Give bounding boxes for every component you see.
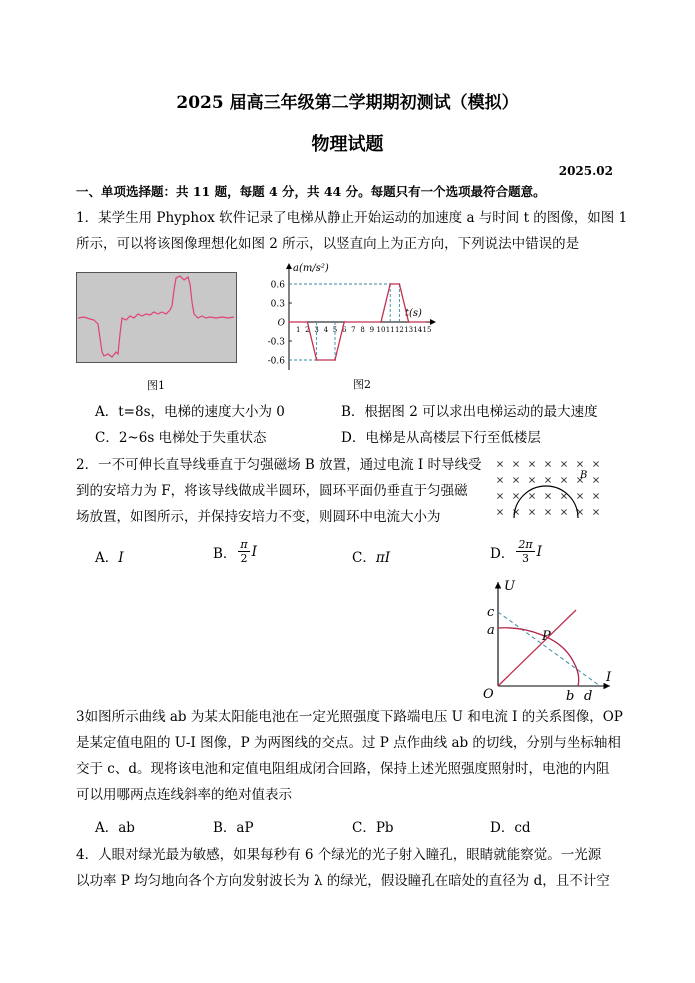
x-axis-label: t(s)	[405, 308, 422, 319]
field-cross	[593, 493, 598, 498]
data-point	[399, 283, 401, 285]
y-tick-label: -0.6	[267, 356, 285, 367]
field-cross	[577, 461, 582, 466]
q2-option-d-denominator: 3	[521, 552, 529, 565]
q1-option-c[interactable]: C．2~6s 电梯处于失重状态	[95, 430, 267, 446]
x-tick-label: 9	[369, 326, 375, 334]
battery-curve-ab	[498, 628, 579, 686]
figure-1-caption: 图1	[147, 379, 165, 392]
data-point	[380, 321, 382, 323]
q2-option-d-fraction	[516, 538, 534, 565]
exam-subtitle: 物理试题	[311, 134, 384, 155]
q3-label-d: d	[584, 689, 593, 704]
y-axis-label: a(m/s²)	[293, 263, 329, 274]
q3-label-b: b	[566, 689, 575, 704]
q2-option-b-label: B．	[213, 545, 237, 562]
q2-line1: 2．一不可伸长直导线垂直于匀强磁场 B 放置，通过电流 I 时导线受	[76, 457, 482, 473]
q2-option-b-denominator: 2	[240, 552, 248, 565]
data-point	[307, 321, 309, 323]
q2-option-a-label: A．	[95, 550, 119, 566]
field-cross	[561, 509, 566, 514]
data-point	[334, 359, 336, 361]
q2-option-c-label: C．	[352, 550, 376, 566]
q1-line1: 1．某学生用 Phyphox 软件记录了电梯从静止开始运动的加速度 a 与时间 t 的图像，如图 1	[76, 210, 628, 226]
q2-option-a-value: I	[118, 550, 124, 566]
q3-label-a: a	[487, 623, 495, 638]
field-cross	[497, 477, 502, 482]
q2-line3: 场放置，如图所示，并保持安培力不变，则圆环中电流大小为	[76, 509, 441, 525]
x-tick-label: 10	[376, 326, 386, 334]
field-cross	[593, 477, 598, 482]
x-tick-label: 8	[360, 326, 365, 334]
tangent-line-cd	[498, 612, 600, 686]
x-tick-label: 3	[314, 326, 319, 334]
field-cross	[529, 477, 534, 482]
x-tick-label: 4	[323, 326, 329, 334]
field-cross	[561, 461, 566, 466]
q3-label-c: c	[487, 605, 495, 620]
field-cross	[561, 493, 566, 498]
q2-option-b-var: I	[251, 543, 257, 560]
x-tick-label: 11	[385, 326, 395, 334]
q3-label-u: U	[504, 579, 515, 594]
y-tick-label: -0.3	[267, 337, 285, 348]
q4-line2: 以功率 P 均匀地向各个方向发射波长为 λ 的绿光，假设瞳孔在暗处的直径为 d，且不计空	[76, 873, 610, 889]
x-tick-label: 14	[413, 326, 423, 334]
q3-option-d[interactable]: D．cd	[490, 820, 531, 836]
q3-option-c[interactable]: C．Pb	[352, 820, 394, 836]
x-tick-label: 5	[332, 326, 338, 334]
q2-option-b[interactable]	[213, 538, 257, 565]
q2-option-b-numerator: π	[240, 538, 248, 551]
q3-label-i: I	[606, 670, 612, 685]
x-tick-label: 12	[394, 326, 404, 334]
q3-line3: 交于 c、d。现将该电池和定值电阻组成闭合回路，保持上述光照强度照射时，电池的内阻	[76, 761, 610, 777]
q3-option-b[interactable]: B．aP	[213, 820, 254, 836]
q1-line2: 所示，可以将该图像理想化如图 2 所示，以竖直向上为正方向，下列说法中错误的是	[76, 236, 580, 252]
q3-line4: 可以用哪两点连线斜率的绝对值表示	[76, 787, 292, 803]
field-cross	[529, 509, 534, 514]
y-tick-label: 0.3	[270, 299, 285, 310]
field-label-b: B	[580, 470, 588, 481]
figure-1-recording	[76, 272, 238, 364]
field-cross	[577, 493, 582, 498]
q2-option-d-var: I	[536, 543, 542, 560]
field-cross	[593, 509, 598, 514]
x-tick-label: 6	[341, 326, 347, 334]
field-cross	[545, 461, 550, 466]
field-cross	[545, 509, 550, 514]
data-point	[316, 359, 318, 361]
field-cross	[513, 477, 518, 482]
q2-option-c[interactable]	[352, 546, 390, 566]
field-cross	[529, 493, 534, 498]
q2-option-c-value: πI	[375, 550, 391, 566]
field-cross	[545, 493, 550, 498]
x-tick-label: 15	[422, 326, 432, 334]
q2-option-a[interactable]	[95, 546, 124, 566]
q3-line2: 是某定值电阻的 U-I 图像，P 为两图线的交点。过 P 点作曲线 ab 的切线，分别与坐标轴相	[76, 735, 621, 751]
field-cross	[497, 493, 502, 498]
resistor-line-op	[498, 610, 576, 686]
q2-option-d[interactable]	[490, 538, 542, 565]
q2-field-figure	[492, 456, 604, 526]
q2-option-d-label: D．	[490, 545, 515, 562]
field-cross	[513, 493, 518, 498]
q3-label-p: P	[542, 629, 551, 644]
field-cross	[529, 461, 534, 466]
q1-option-d[interactable]: D．电梯是从高楼层下行至低楼层	[341, 430, 541, 446]
field-cross	[545, 477, 550, 482]
field-cross	[513, 461, 518, 466]
figure-2-chart	[255, 258, 445, 376]
q1-option-b[interactable]: B．根据图 2 可以求出电梯运动的最大速度	[341, 404, 598, 420]
q2-line2: 到的安培力为 F，将该导线做成半圆环，圆环平面仍垂直于匀强磁	[76, 483, 468, 499]
semicircle-wire	[514, 486, 578, 518]
q2-option-d-numerator: 2π	[518, 538, 533, 551]
data-point	[408, 321, 410, 323]
y-tick-label: 0.6	[270, 280, 285, 291]
q1-option-a[interactable]: A．t=8s，电梯的速度大小为 0	[95, 404, 285, 420]
q3-line1: 3如图所示曲线 ab 为某太阳能电池在一定光照强度下路端电压 U 和电流 I 的关系图像，OP	[76, 709, 623, 725]
section-heading: 一、单项选择题：共 11 题，每题 4 分，共 44 分。每题只有一个选项最符合题意。	[76, 184, 546, 199]
field-cross	[497, 509, 502, 514]
exam-date: 2025.02	[558, 164, 613, 178]
q2-option-b-fraction	[238, 538, 249, 565]
data-point	[426, 321, 428, 323]
data-point	[288, 321, 290, 323]
figure-2-caption: 图2	[353, 378, 371, 391]
field-cross	[497, 461, 502, 466]
exam-title: 2025 届高三年级第二学期期初测试（模拟）	[176, 93, 519, 113]
x-tick-label: 2	[305, 326, 310, 334]
q3-label-o: O	[483, 687, 494, 702]
q4-line1: 4．人眼对绿光最为敏感，如果每秒有 6 个绿光的光子射入瞳孔，眼睛就能察觉。一光源	[76, 847, 602, 863]
data-point	[389, 283, 391, 285]
field-cross	[593, 461, 598, 466]
x-tick-label: 7	[351, 326, 356, 334]
x-tick-label: 1	[295, 326, 301, 334]
data-point	[343, 321, 345, 323]
x-tick-label: 13	[404, 326, 414, 334]
q3-ui-figure	[478, 576, 618, 706]
q3-option-a[interactable]: A．ab	[95, 820, 135, 836]
chart-plot-area	[268, 263, 435, 370]
y-tick-label: O	[277, 318, 285, 329]
field-cross	[561, 477, 566, 482]
